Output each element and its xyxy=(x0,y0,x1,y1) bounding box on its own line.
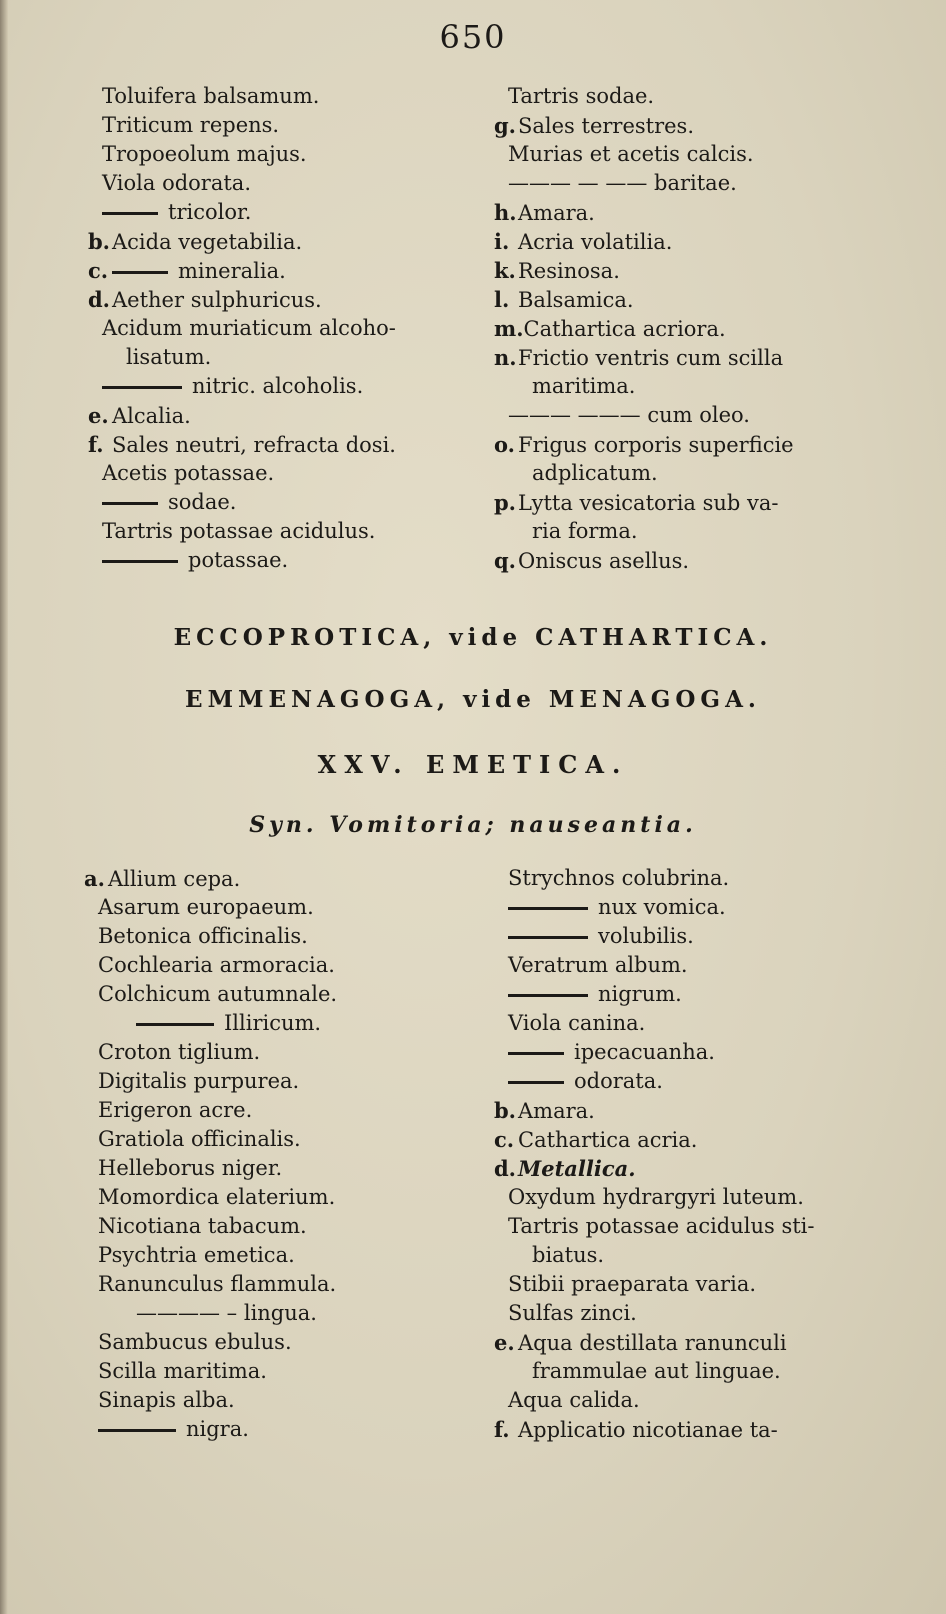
entry-text: ipecacuanha. xyxy=(574,1040,715,1064)
entry-marker: b. xyxy=(88,229,110,254)
entry-text: maritima. xyxy=(532,374,636,398)
entry-marker: b. xyxy=(494,1098,516,1123)
entry-line xyxy=(494,82,914,111)
entry-text: Sinapis alba. xyxy=(98,1388,235,1412)
entry-line xyxy=(84,980,488,1009)
entry-line xyxy=(84,864,488,893)
entry-line xyxy=(494,1415,914,1444)
entry-text: Amara. xyxy=(518,201,595,225)
entry-text: Viola canina. xyxy=(508,1011,646,1035)
ditto-dash xyxy=(112,271,168,274)
entry-line xyxy=(84,1299,488,1328)
entry-line xyxy=(494,1125,914,1154)
entry-marker: o. xyxy=(494,432,515,457)
entry-line xyxy=(494,198,914,227)
entry-text: ——— — —— baritae. xyxy=(508,171,737,195)
entry-text: Cathartica acriora. xyxy=(523,317,726,341)
entry-line xyxy=(494,459,914,488)
entry-line xyxy=(84,1183,488,1212)
entry-text: Psychtria emetica. xyxy=(98,1243,295,1267)
entry-marker: c. xyxy=(88,258,109,283)
entry-marker: a. xyxy=(84,866,105,891)
entry-text: Toluifera balsamum. xyxy=(102,84,320,108)
entry-text: Viola odorata. xyxy=(102,171,251,195)
entry-text: ——— ——— cum oleo. xyxy=(508,403,750,427)
entry-line xyxy=(494,1067,914,1096)
entry-text: Sales neutri, refracta dosi. xyxy=(112,433,396,457)
entry-marker: g. xyxy=(494,113,516,138)
entry-text: ———— – lingua. xyxy=(136,1301,317,1325)
ditto-dash xyxy=(98,1429,176,1432)
entry-line xyxy=(88,314,488,343)
entry-marker: d. xyxy=(494,1156,516,1181)
entry-text: Applicatio nicotianae ta- xyxy=(518,1418,778,1442)
entry-line xyxy=(88,430,488,459)
entry-text: Momordica elaterium. xyxy=(98,1185,336,1209)
entry-text: Erigeron acre. xyxy=(98,1098,253,1122)
entry-line xyxy=(494,1270,914,1299)
entry-marker: n. xyxy=(494,345,517,370)
entry-line xyxy=(494,285,914,314)
entry-text: Helleborus niger. xyxy=(98,1156,283,1180)
entry-text: Acida vegetabilia. xyxy=(112,230,303,254)
entry-text: Acetis potassae. xyxy=(102,461,275,485)
entry-text: nitric. alcoholis. xyxy=(192,374,364,398)
entry-text: Balsamica. xyxy=(518,288,634,312)
entry-line xyxy=(84,1386,488,1415)
ditto-dash xyxy=(508,907,588,910)
entry-marker: p. xyxy=(494,490,516,515)
ditto-dash xyxy=(136,1023,214,1026)
entry-text: Scilla maritima. xyxy=(98,1359,267,1383)
page-edge-shadow xyxy=(0,0,8,1614)
entry-text: Oniscus asellus. xyxy=(518,549,690,573)
entry-text: Tartris potassae acidulus. xyxy=(102,519,376,543)
entry-line xyxy=(88,517,488,546)
entry-text: Metallica. xyxy=(518,1156,636,1181)
entry-text: sodae. xyxy=(168,490,237,514)
entry-line xyxy=(88,169,488,198)
entry-line xyxy=(88,227,488,256)
entry-line xyxy=(88,488,488,517)
entry-text: Sambucus ebulus. xyxy=(98,1330,292,1354)
entry-line xyxy=(494,1299,914,1328)
entry-text: Resinosa. xyxy=(518,259,620,283)
entry-text: Frictio ventris cum scilla xyxy=(518,346,784,370)
entry-text: Amara. xyxy=(518,1099,595,1123)
entry-text: Strychnos colubrina. xyxy=(508,866,730,890)
entry-line xyxy=(494,1154,914,1183)
entry-line xyxy=(84,1038,488,1067)
top-left-column xyxy=(88,82,488,575)
entry-marker: l. xyxy=(494,287,510,312)
entry-line xyxy=(494,951,914,980)
entry-text: Cathartica acria. xyxy=(518,1128,698,1152)
entry-text: Veratrum album. xyxy=(508,953,688,977)
entry-text: Aqua destillata ranunculi xyxy=(518,1331,787,1355)
entry-marker: e. xyxy=(494,1330,515,1355)
entry-marker: d. xyxy=(88,287,110,312)
entry-line xyxy=(84,1125,488,1154)
entry-text: Acria volatilia. xyxy=(518,230,673,254)
entry-line xyxy=(494,314,914,343)
entry-line xyxy=(494,343,914,372)
entry-line xyxy=(494,488,914,517)
entry-text: frammulae aut linguae. xyxy=(532,1359,781,1383)
entry-text: ria forma. xyxy=(532,519,638,543)
entry-text: Digitalis purpurea. xyxy=(98,1069,300,1093)
entry-line xyxy=(494,864,914,893)
entry-line xyxy=(88,285,488,314)
entry-line xyxy=(494,372,914,401)
entry-text: Asarum europaeum. xyxy=(98,895,314,919)
entry-line xyxy=(494,140,914,169)
entry-line xyxy=(494,922,914,951)
entry-marker: k. xyxy=(494,258,516,283)
entry-line xyxy=(84,1096,488,1125)
ditto-dash xyxy=(102,502,158,505)
entry-text: Colchicum autumnale. xyxy=(98,982,338,1006)
entry-line xyxy=(88,140,488,169)
entry-line xyxy=(494,401,914,430)
entry-line xyxy=(494,893,914,922)
entry-text: Triticum repens. xyxy=(102,113,280,137)
entry-line xyxy=(494,169,914,198)
entry-line xyxy=(84,1154,488,1183)
entry-line xyxy=(84,1212,488,1241)
heading-emetica: XXV. EMETICA. xyxy=(317,750,629,779)
ditto-dash xyxy=(508,1052,564,1055)
entry-text: Sales terrestres. xyxy=(518,114,695,138)
entry-line xyxy=(84,1067,488,1096)
entry-line xyxy=(494,430,914,459)
entry-line xyxy=(88,372,488,401)
entry-line xyxy=(88,198,488,227)
entry-text: nux vomica. xyxy=(598,895,726,919)
entry-text: Nicotiana tabacum. xyxy=(98,1214,307,1238)
entry-text: Frigus corporis superficie xyxy=(518,433,794,457)
entry-marker: q. xyxy=(494,548,516,573)
entry-line xyxy=(84,1357,488,1386)
entry-text: Tartris potassae acidulus sti- xyxy=(508,1214,815,1238)
entry-text: Croton tiglium. xyxy=(98,1040,261,1064)
entry-text: tricolor. xyxy=(168,200,252,224)
ditto-dash xyxy=(508,994,588,997)
entry-text: Aether sulphuricus. xyxy=(112,288,322,312)
ditto-dash xyxy=(102,560,178,563)
entry-marker: f. xyxy=(88,432,104,457)
entry-line xyxy=(84,1270,488,1299)
page-number: 650 xyxy=(439,18,507,56)
entry-line xyxy=(88,111,488,140)
entry-text: odorata. xyxy=(574,1069,663,1093)
entry-marker: i. xyxy=(494,229,510,254)
entry-text: Aqua calida. xyxy=(508,1388,640,1412)
entry-text: nigrum. xyxy=(598,982,682,1006)
entry-line xyxy=(494,1357,914,1386)
entry-text: Stibii praeparata varia. xyxy=(508,1272,757,1296)
entry-marker: m. xyxy=(494,316,524,341)
entry-line xyxy=(494,517,914,546)
bottom-right-column xyxy=(494,864,914,1444)
ditto-dash xyxy=(508,1081,564,1084)
entry-line xyxy=(84,922,488,951)
entry-text: Lytta vesicatoria sub va- xyxy=(518,491,779,515)
entry-line xyxy=(494,1009,914,1038)
entry-text: Ranunculus flammula. xyxy=(98,1272,337,1296)
ditto-dash xyxy=(102,386,182,389)
entry-text: mineralia. xyxy=(178,259,286,283)
ditto-dash xyxy=(508,936,588,939)
entry-line xyxy=(494,256,914,285)
entry-line xyxy=(88,343,488,372)
top-right-column xyxy=(494,82,914,575)
entry-line xyxy=(84,1415,488,1444)
entry-line xyxy=(84,1241,488,1270)
heading-emmenagoga: EMMENAGOGA, vide MENAGOGA. xyxy=(185,686,761,713)
entry-text: Gratiola officinalis. xyxy=(98,1127,301,1151)
entry-text: Illiricum. xyxy=(224,1011,322,1035)
entry-line xyxy=(88,82,488,111)
entry-text: adplicatum. xyxy=(532,461,658,485)
entry-line xyxy=(494,1386,914,1415)
entry-text: Acidum muriaticum alcoho- xyxy=(102,316,396,340)
entry-line xyxy=(494,111,914,140)
entry-line xyxy=(84,1009,488,1038)
entry-text: Betonica officinalis. xyxy=(98,924,308,948)
entry-line xyxy=(88,459,488,488)
entry-line xyxy=(84,893,488,922)
entry-line xyxy=(84,951,488,980)
entry-line xyxy=(494,1096,914,1125)
entry-line xyxy=(494,227,914,256)
ditto-dash xyxy=(102,212,158,215)
entry-text: volubilis. xyxy=(598,924,694,948)
entry-text: Tartris sodae. xyxy=(508,84,655,108)
entry-text: Alcalia. xyxy=(112,404,191,428)
entry-text: Cochlearia armoracia. xyxy=(98,953,335,977)
entry-line xyxy=(88,256,488,285)
entry-text: Tropoeolum majus. xyxy=(102,142,307,166)
entry-text: lisatum. xyxy=(126,345,212,369)
entry-line xyxy=(88,401,488,430)
entry-line xyxy=(494,1038,914,1067)
entry-text: Allium cepa. xyxy=(108,867,241,891)
entry-line xyxy=(494,1241,914,1270)
bottom-left-column xyxy=(84,864,488,1444)
entry-line xyxy=(494,1212,914,1241)
entry-marker: c. xyxy=(494,1127,515,1152)
entry-line xyxy=(494,1328,914,1357)
entry-marker: h. xyxy=(494,200,517,225)
entry-text: potassae. xyxy=(188,548,289,572)
entry-line xyxy=(494,980,914,1009)
entry-line xyxy=(494,1183,914,1212)
entry-text: Oxydum hydrargyri luteum. xyxy=(508,1185,804,1209)
entry-line xyxy=(494,546,914,575)
entry-marker: f. xyxy=(494,1417,510,1442)
entry-text: Murias et acetis calcis. xyxy=(508,142,754,166)
entry-text: Sulfas zinci. xyxy=(508,1301,637,1325)
synonyms-line: Syn. Vomitoria; nauseantia. xyxy=(249,812,697,838)
entry-text: nigra. xyxy=(186,1417,249,1441)
entry-marker: e. xyxy=(88,403,109,428)
heading-eccoprotica: ECCOPROTICA, vide CATHARTICA. xyxy=(173,624,773,651)
entry-line xyxy=(88,546,488,575)
entry-line xyxy=(84,1328,488,1357)
entry-text: biatus. xyxy=(532,1243,605,1267)
